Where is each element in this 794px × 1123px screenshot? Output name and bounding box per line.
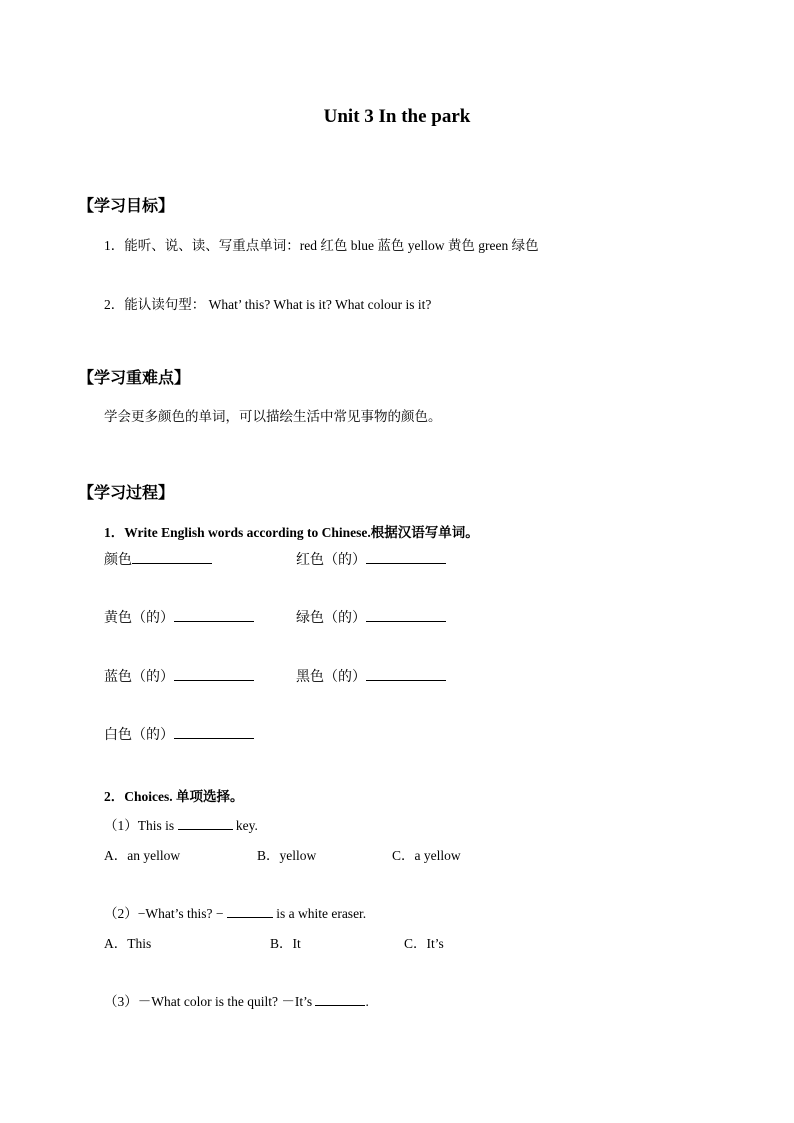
question-3 [104,990,369,1010]
answer-blank[interactable] [174,724,254,739]
question-1-end: key. [235,818,258,833]
fill-label: 黄色（的） [104,611,174,626]
fill-label: 黑色（的） [296,670,366,685]
process-heading: 【学习过程】 [78,483,175,502]
fill-label: 白色（的） [104,728,174,743]
option-b[interactable]: B．It [270,936,301,951]
option-a[interactable]: A．an yellow [104,848,181,863]
answer-blank[interactable] [366,666,446,681]
fill-item [104,549,212,569]
page-title: Unit 3 In the park [323,106,471,127]
difficulties-text: 学会更多颜色的单词，可以描绘生活中常见事物的颜色。 [104,409,442,425]
fill-label: 蓝色（的） [104,670,174,685]
fill-label: 颜色 [104,553,132,568]
fill-item [296,666,446,686]
question-2 [104,902,366,922]
fill-item [104,666,254,686]
question-1 [104,814,258,834]
answer-blank[interactable] [366,607,446,622]
answer-blank[interactable] [174,607,254,622]
question-1-text: （1）This is [104,818,175,833]
fill-item [296,607,446,627]
option-b[interactable]: B．yellow [257,848,317,863]
question-3-text: （3）－What color is the quilt? －It’s [104,994,313,1009]
fill-item [104,607,254,627]
answer-blank[interactable] [132,549,212,564]
option-c[interactable]: C．a yellow [392,848,461,863]
objective-item-2: 2．能认读句型： What’ this? What is it? What colour is it? [104,297,432,312]
answer-blank[interactable] [366,549,446,564]
q1-heading: 1．Write English words according to Chinese.根据汉语写单词。 [104,525,479,540]
answer-blank[interactable] [174,666,254,681]
answer-blank[interactable] [227,905,273,918]
question-3-end: . [365,994,369,1009]
option-c[interactable]: C．It’s [404,936,444,951]
fill-item [296,549,446,569]
answer-blank[interactable] [315,993,365,1006]
option-a[interactable]: A．This [104,936,152,951]
fill-label: 红色（的） [296,553,366,568]
difficulties-heading: 【学习重难点】 [78,368,191,387]
fill-item [104,724,254,744]
fill-label: 绿色（的） [296,611,366,626]
answer-blank[interactable] [178,817,233,830]
question-2-text: （2）−What’s this? − [104,906,224,921]
objectives-heading: 【学习目标】 [78,196,175,215]
q2-heading: 2．Choices. 单项选择。 [104,789,244,804]
question-2-end: is a white eraser. [276,906,367,921]
objective-item-1: 1．能听、说、读、写重点单词：red 红色 blue 蓝色 yellow 黄色 green 绿色 [104,238,539,253]
